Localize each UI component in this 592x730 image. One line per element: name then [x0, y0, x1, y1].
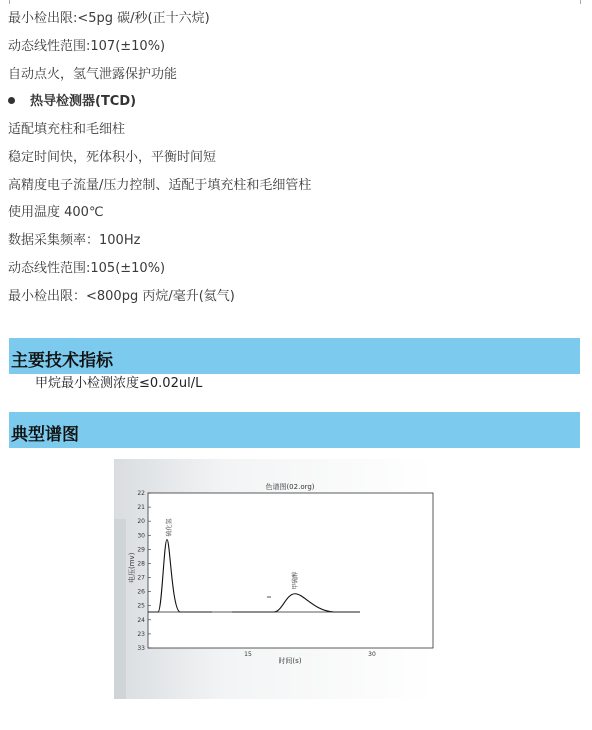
- chromatogram-chart: [114, 459, 434, 699]
- y-tick-label: 22: [137, 490, 145, 497]
- corner-mark-left: [9, 0, 10, 4]
- specs-item: 甲烷最小检测浓度≤0.02ul/L: [35, 376, 203, 391]
- x-tick-label: 30: [368, 651, 376, 658]
- text-line-auto-ignite: 自动点火，氢气泄露保护功能: [8, 67, 178, 82]
- x-tick-label: 15: [244, 651, 252, 658]
- y-tick-label: 24: [137, 616, 145, 624]
- section-specs-title: 主要技术指标: [11, 351, 113, 371]
- section-spectrum-header: [9, 412, 580, 448]
- y-tick-label: 25: [137, 602, 145, 610]
- y-tick-label: 30: [137, 532, 145, 540]
- chart-x-axis-label: 时间(s): [278, 657, 302, 665]
- section-spectrum-title: 典型谱图: [11, 425, 79, 445]
- tcd-heading: [8, 93, 136, 111]
- corner-mark-right: [580, 0, 581, 4]
- tcd-heading-label: 热导检测器(TCD): [30, 94, 137, 109]
- y-tick-label: 21: [137, 504, 145, 512]
- y-tick-label: 26: [137, 588, 145, 596]
- bullet-icon: [8, 97, 15, 104]
- text-line-temperature: 使用温度 400℃: [8, 205, 104, 220]
- text-line-linear-range-fid: 动态线性范围:107(±10%): [8, 39, 166, 54]
- y-tick-label: 20: [137, 518, 145, 526]
- text-line-min-detect-fid: 最小检出限:<5pg 碳/秒(正十六烷): [8, 11, 210, 26]
- text-line-column-fit: 适配填充柱和毛细柱: [8, 122, 126, 137]
- chart-title: 色谱图(02.org): [265, 483, 315, 491]
- chart-y-axis-label: 电压(mv): [128, 552, 136, 583]
- plot-frame: [148, 493, 433, 648]
- chart-bg-shade: [114, 519, 126, 699]
- peak-label-2: 甲硫醇: [292, 571, 299, 590]
- text-line-linear-range-tcd: 动态线性范围:105(±10%): [8, 261, 166, 276]
- text-line-stability: 稳定时间快，死体积小，平衡时间短: [8, 150, 217, 165]
- y-tick-label: 28: [137, 560, 145, 568]
- text-line-min-detect-tcd: 最小检出限：<800pg 丙烷/毫升(氦气): [8, 289, 235, 304]
- section-specs-header: [9, 338, 580, 374]
- text-line-sampling-rate: 数据采集频率：100Hz: [8, 233, 141, 248]
- y-tick-label: 27: [137, 574, 145, 582]
- peak-label-1: 硫化氢: [166, 518, 173, 537]
- text-line-epc: 高精度电子流量/压力控制、适配于填充柱和毛细管柱: [8, 178, 312, 193]
- y-tick-label: 29: [137, 546, 145, 554]
- y-tick-label: 23: [137, 630, 145, 638]
- y-tick-label: 33: [137, 645, 145, 652]
- chromatogram-figure: [114, 459, 434, 699]
